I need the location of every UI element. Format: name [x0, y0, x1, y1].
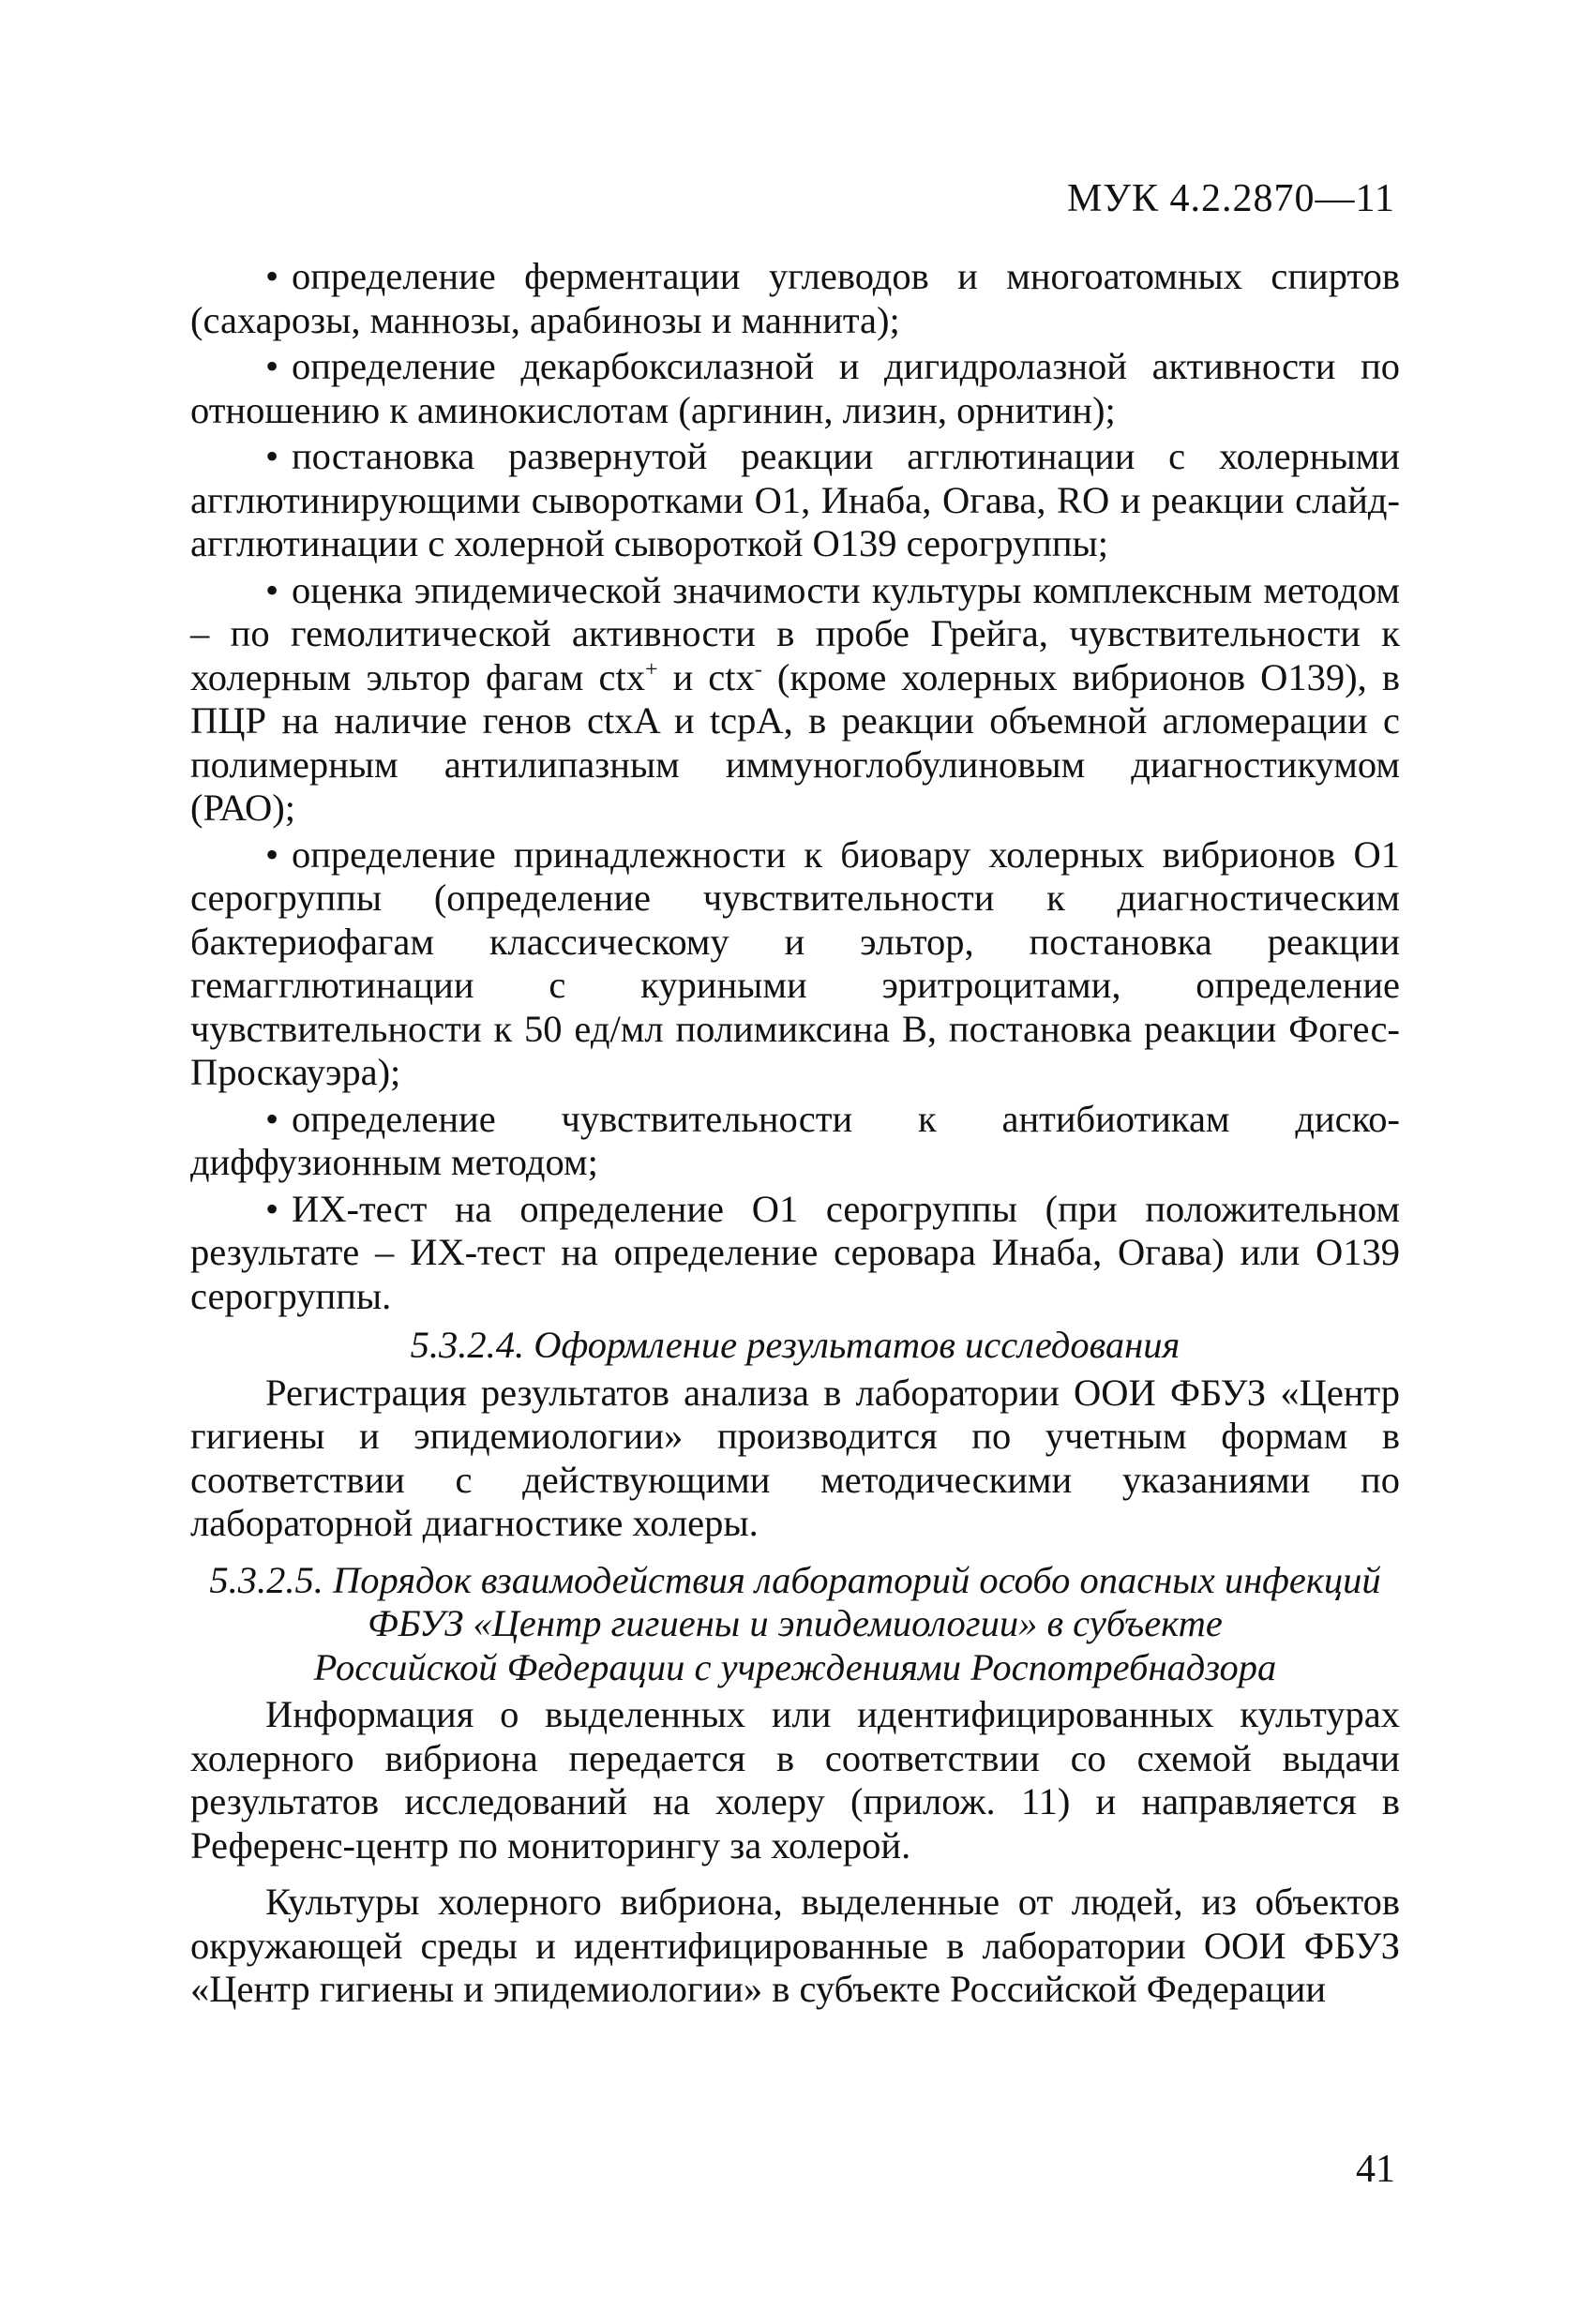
bullet-text: (кроме холерных вибрионов О139), в ПЦР на наличие генов ctxA и tcpA, в реакции объемной агломерации с полимерным антилипазным иммуноглобулиновым диагностикумом (РАО);: [190, 655, 1400, 829]
bullet-text: определение ферментации углеводов и многоатомных спиртов (сахарозы, маннозы, арабинозы и маннита);: [190, 255, 1400, 341]
bullet-text: оценка эпидемической значимости культуры комплексным методом – по гемолитической активности в пробе Грейга, чувствительности к холерным эльтор фагам ctx: [190, 568, 1400, 698]
bullet-item: [190, 255, 1400, 342]
bullet-item: [190, 569, 1400, 831]
superscript-minus: -: [754, 657, 762, 682]
section-heading-5-3-2-5: [190, 1559, 1400, 1690]
bullet-text: определение декарбоксилазной и дигидролазной активности по отношению к аминокислотам (аргинин, лизин, орнитин);: [190, 345, 1400, 431]
bullet-item: [190, 833, 1400, 1095]
section-heading-5-3-2-4: 5.3.2.4. Оформление результатов исследования: [410, 1324, 1180, 1366]
bullet-dot: •: [265, 1187, 279, 1230]
paragraph-registration: Регистрация результатов анализа в лаборатории ООИ ФБУЗ «Центр гигиены и эпидемиологии» производится по учетным формам в соответствии с действующими методическими указаниями по лабораторной диагностике холеры.: [190, 1371, 1400, 1544]
paragraph-cultures: Культуры холерного вибриона, выделенные от людей, из объектов окружающей среды и идентифицированные в лаборатории ООИ ФБУЗ «Центр гигиены и эпидемиологии» в субъекте Российской Федерации: [190, 1881, 1400, 2010]
bullet-text: и ctx: [657, 655, 755, 698]
heading-line: ФБУЗ «Центр гигиены и эпидемиологии» в субъекте: [368, 1602, 1223, 1644]
document-header: МУК 4.2.2870—11: [1066, 177, 1395, 220]
bullet-dot: •: [265, 435, 279, 477]
bullet-text: определение чувствительности к антибиотикам диско-диффузионным методом;: [190, 1097, 1400, 1183]
bullet-dot: •: [265, 345, 279, 387]
bullet-dot: •: [265, 255, 279, 297]
page-number: 41: [1356, 2148, 1395, 2191]
bullet-text: постановка развернутой реакции агглютинации с холерными агглютинирующими сыворотками О1, Инаба, Огава, RO и реакции слайд-агглютинации с холерной сывороткой О139 серогруппы;: [190, 435, 1400, 564]
bullet-item: [190, 1188, 1400, 1319]
bullet-item: [190, 435, 1400, 566]
heading-line: Российской Федерации с учреждениями Роспотребнадзора: [313, 1645, 1277, 1688]
bullet-text: определение принадлежности к биовару холерных вибрионов О1 серогруппы (определение чувствительности к диагностическим бактериофагам классическому и эльтор, постановка реакции гемагглютинации с куриными эритроцитами, определение чувствительности к 50 ед/мл полимиксина В, постановка реакции Фогес-Проскауэра);: [190, 832, 1400, 1093]
superscript-plus: +: [644, 657, 658, 682]
bullet-text: ИХ-тест на определение О1 серогруппы (при положительном результате – ИХ-тест на определение серовара Инаба, Огава) или О139 серогруппы.: [190, 1187, 1400, 1317]
paragraph-information: Информация о выделенных или идентифицированных культурах холерного вибриона передается в соответствии со схемой выдачи результатов исследований на холеру (прилож. 11) и направляется в Референс-центр по мониторингу за холерой.: [190, 1693, 1400, 1867]
bullet-item: [190, 345, 1400, 432]
bullet-item: [190, 1098, 1400, 1185]
bullet-dot: •: [265, 1097, 279, 1140]
page-body: [190, 255, 1400, 2025]
heading-line: 5.3.2.5. Порядок взаимодействия лабораторий особо опасных инфекций: [209, 1558, 1381, 1601]
bullet-dot: •: [265, 568, 279, 611]
bullet-dot: •: [265, 832, 279, 876]
